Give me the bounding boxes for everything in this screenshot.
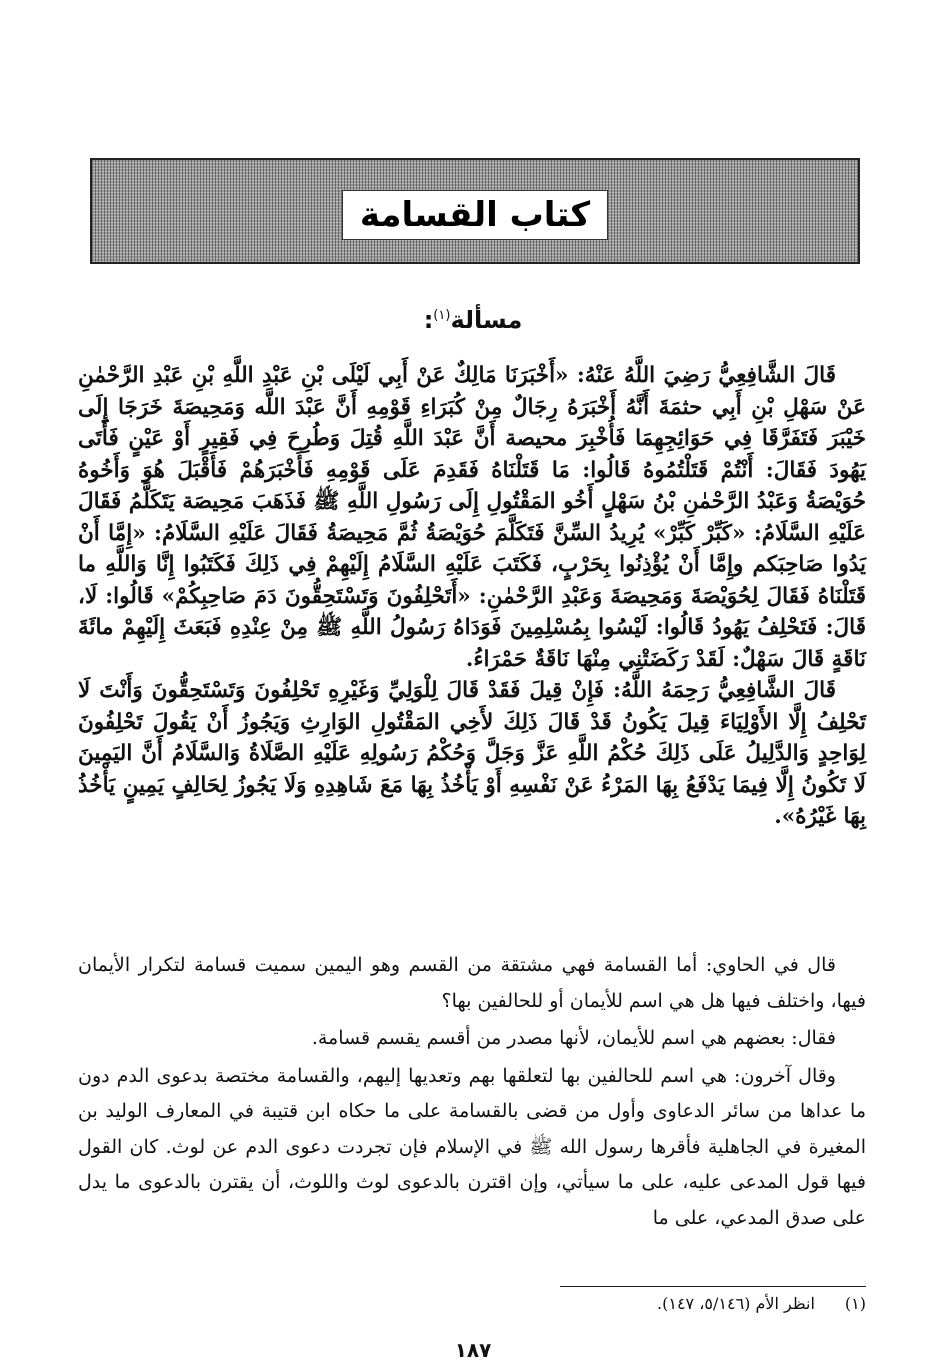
page-number: ١٨٧: [454, 1338, 492, 1362]
chapter-title: كتاب القسامة: [359, 195, 591, 235]
commentary-paragraph: قال في الحاوي: أما القسامة فهي مشتقة من القسم وهو اليمين سميت قسامة لتكرار الأيمان فيها، واختلف فيها هل هي اسم للأيمان أو للحالفين بها؟: [78, 954, 866, 1012]
footnote-text: انظر الأم (٥/١٤٦، ١٤٧).: [657, 1294, 815, 1313]
commentary-text: [78, 948, 866, 1238]
section-heading: [300, 306, 646, 334]
section-heading-text: مسألة: [450, 306, 523, 334]
section-heading-suffix: :: [423, 306, 434, 334]
footnote-number: (١): [844, 1294, 866, 1313]
commentary-paragraph: فقال: بعضهم هي اسم للأيمان، لأنها مصدر من أقسم يقسم قسامة.: [311, 1027, 836, 1049]
vocalized-text: [78, 360, 866, 833]
commentary-paragraph: وقال آخرون: هي اسم للحالفين بها لتعلقها بهم وتعديها إليهم، والقسامة مختصة بدعوى الدم دون ما عداها من سائر الدعاوى وأول من قضى بالقسامة على ما حكاه ابن قتيبة في المعارف الوليد بن المغيرة في الجاهلية فأقرها رسول الله ﷺ في الإسلام فإن تجردت دعوى الدم عن لوث. كان القول فيها قول المدعى عليه، على ما سيأتي، وإن اقترن بالدعوى لوث واللوث، أن يقترن بالدعوى ما يدل على صدق المدعي، على ما: [78, 1064, 866, 1229]
chapter-title-box: [342, 190, 608, 240]
vocalized-paragraph: قَالَ الشَّافِعِيُّ رَحِمَهُ اللَّهُ: فَإِنْ قِيلَ فَقَدْ قَالَ لِلْوَلِيِّ وَغَيْرِهِ تَحْلِفُونَ وَتَسْتَحِقُّونَ وَأَنْتَ لَا تَحْلِفُ إِلَّا الأَوْلِيَاءَ قِيلَ يَكُونُ قَدْ قَالَ ذَلِكَ لأَخِي المَقْتُولِ الوَارِثِ وَيَجُوزُ أَنْ يَقُولَ تَحْلِفُونَ لِوَاحِدٍ وَالدَّلِيلُ عَلَى ذَلِكَ حُكْمُ اللَّهِ عَزَّ وَجَلَّ وَحُكْمُ رَسُولِهِ عَلَيْهِ الصَّلَاةُ وَالسَّلَامُ أَنَّ اليَمِينَ لَا تَكُونُ إِلَّا فِيمَا يَدْفَعُ بِهَا المَرْءُ عَنْ نَفْسِهِ أَوْ يَأْخُذُ بِهَا مَعَ شَاهِدِهِ وَلَا يَجُوزُ لِحَالِفٍ يَمِينٍ يَأْخُذُ بِهَا غَيْرُهُ».: [78, 678, 866, 829]
chapter-banner: [90, 158, 860, 264]
section-footnote-ref: (١): [433, 308, 451, 323]
footnote-divider: [560, 1286, 866, 1287]
vocalized-paragraph: قَالَ الشَّافِعِيُّ رَضِيَ اللَّهُ عَنْهُ: «أَخْبَرَنَا مَالِكٌ عَنْ أَبِي لَيْلَى بْنِ عَبْدِ اللَّهِ بْنِ عَبْدِ الرَّحْمٰنِ عَنْ سَهْلِ بْنِ أَبِي حثمَةَ أَنَّهُ أَخْبَرَهُ رِجَالٌ مِنْ كُبَرَاءِ قَوْمِهِ أَنَّ عَبْدَ اللَّه وَمَحِيصَةَ خَرَجَا إِلَى خَيْبَرَ فَتَفَرَّقَا فِي حَوَائِجِهِمَا فَأُخْبِرَ محيصة أَنَّ عَبْدَ اللَّهِ قُتِلَ وَطُرِحَ فِي فَقِيرٍ أَوْ عَيْنٍ فَأَتَى يَهُودَ فَقَالَ: أَنْتُمْ قَتَلْتُمُوهُ قَالُوا: مَا قَتَلْنَاهُ فَقَدِمَ عَلَى قَوْمِهِ فَأَخْبَرَهُمْ فَأَقْبَلَ هُوَ وَأَخُوهُ حُوَيْصَةُ وَعَبْدُ الرَّحْمٰنِ بْنُ سَهْلٍ أَخُو المَقْتُولِ إِلَى رَسُولِ اللَّهِ ﷺ فَذَهَبَ مَحِيصَة يَتَكَلَّمُ فَقَالَ عَلَيْهِ السَّلَامُ: «كَبِّرْ كَبِّرْ» يُرِيدُ السِّنَّ فَتَكَلَّمَ حُوَيْصَةُ ثُمَّ مَحِيصَةُ فَقَالَ عَلَيْهِ السَّلَامُ: «إِمَّا أَنْ يَدُوا صَاحِبَكم وإِمَّا أَنْ يُؤْذِنُوا بِحَرْبٍ، فَكَتَبَ عَلَيْهِ السَّلَامُ إِلَيْهِمْ فِي ذَلِكَ فَكَتَبُوا إِنَّا وَاللَّهِ ما قَتَلْنَاهُ فَقَالَ لِحُوَيْصَةَ وَمَحِيصَةَ وَعَبْدِ الرَّحْمٰنِ: «أَتَحْلِفُونَ وَتَسْتَحِقُّونَ دَمَ صَاحِبِكُمْ» قَالُوا: لَا، قَالَ: فَتَحْلِفُ يَهُودُ قَالُوا: لَيْسُوا بِمُسْلِمِينَ فَوَدَاهُ رَسُولُ اللَّهِ ﷺ مِنْ عِنْدِهِ فَبَعَثَ إِلَيْهِمْ مائَةَ نَاقَةٍ قَالَ سَهْلٌ: لَقَدْ رَكَضَتْنِي مِنْهَا نَاقَةٌ حَمْرَاءُ.: [78, 363, 866, 672]
footnote: [500, 1294, 866, 1313]
